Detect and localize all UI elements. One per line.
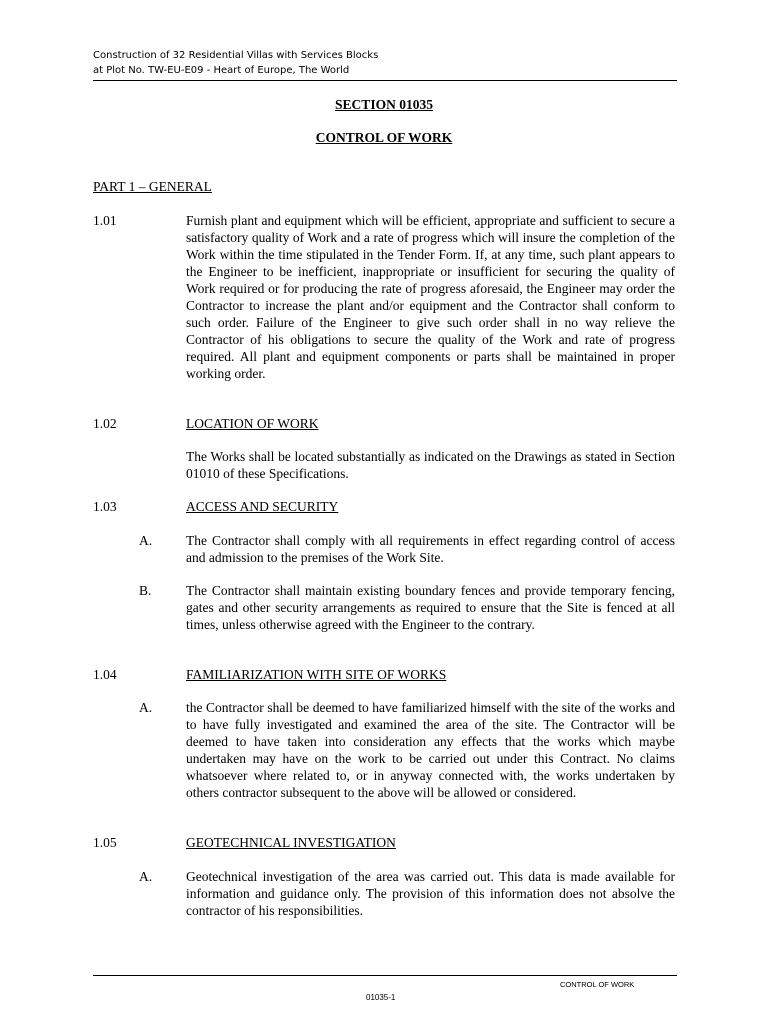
item-text: The Contractor shall comply with all requirements in effect regarding control of access and admission to the premises of the Work Site. <box>186 533 675 565</box>
item-letter: A. <box>139 869 153 884</box>
part-title: PART 1 – GENERAL <box>93 179 212 194</box>
footer-label: CONTROL OF WORK <box>560 980 635 989</box>
clause-number: 1.02 <box>93 416 117 431</box>
item-text: the Contractor shall be deemed to have familiarized himself with the site of the works and to have fully investigated and examined the area of the site. The Contractor will be deemed to have taken into consideration any effects that the works which maybe undertaken may have on the work to be carried out under this Contract. No claims whatsoever where related to, or in anyway connected with, the works undertaken by others contractor subsequent to the above will be allowed or considered. <box>186 700 675 800</box>
clause-heading: GEOTECHNICAL INVESTIGATION <box>186 835 396 850</box>
section-subtitle: CONTROL OF WORK <box>315 130 453 145</box>
header-plot-line: at Plot No. TW-EU-E09 - Heart of Europe, The World <box>93 65 350 76</box>
clause-heading: FAMILIARIZATION WITH SITE OF WORKS <box>186 667 447 682</box>
footer-divider <box>93 975 677 976</box>
page-header <box>93 48 677 81</box>
clause-heading: ACCESS AND SECURITY <box>186 499 339 514</box>
clause-text: The Works shall be located substantially as indicated on the Drawings as stated in Section 01010 of these Specifications. <box>186 449 675 481</box>
page-number: 01035-1 <box>366 993 396 1002</box>
section-title: SECTION 01035 <box>335 97 433 112</box>
clause-text: Furnish plant and equipment which will be efficient, appropriate and sufficient to secure a satisfactory quality of Work and a rate of progress which will insure the completion of the Work within the time stipulated in the Tender Form. If, at any time, such plant appears to the Engineer to be inefficient, inappropriate or insufficient for securing the quality of Work required or for producing the rate of progress aforesaid, the Engineer may order the Contractor to increase the plant and/or equipment and the Contractor shall conform to such order. Failure of the Engineer to give such order shall in no way relieve the Contractor of his obligations to secure the quality of the Work and rate of progress required. All plant and equipment components or parts shall be maintained in proper working order. <box>186 213 675 381</box>
item-letter: A. <box>139 700 153 715</box>
clause-number: 1.04 <box>93 667 117 682</box>
header-project-line: Construction of 32 Residential Villas with Services Blocks <box>93 50 379 61</box>
item-text: The Contractor shall maintain existing boundary fences and provide temporary fencing, gates and other security arrangements as required to ensure that the Site is fenced at all times, unless otherwise agreed with the Engineer to the contrary. <box>186 583 675 632</box>
clause-number: 1.05 <box>93 835 117 850</box>
item-letter: B. <box>139 583 152 598</box>
clause-number: 1.01 <box>93 213 117 228</box>
item-letter: A. <box>139 533 153 548</box>
clause-heading: LOCATION OF WORK <box>186 416 319 431</box>
item-text: Geotechnical investigation of the area was carried out. This data is made available for information and guidance only. The provision of this information does not absolve the contractor of his responsibilities. <box>186 869 675 918</box>
clause-number: 1.03 <box>93 499 117 514</box>
